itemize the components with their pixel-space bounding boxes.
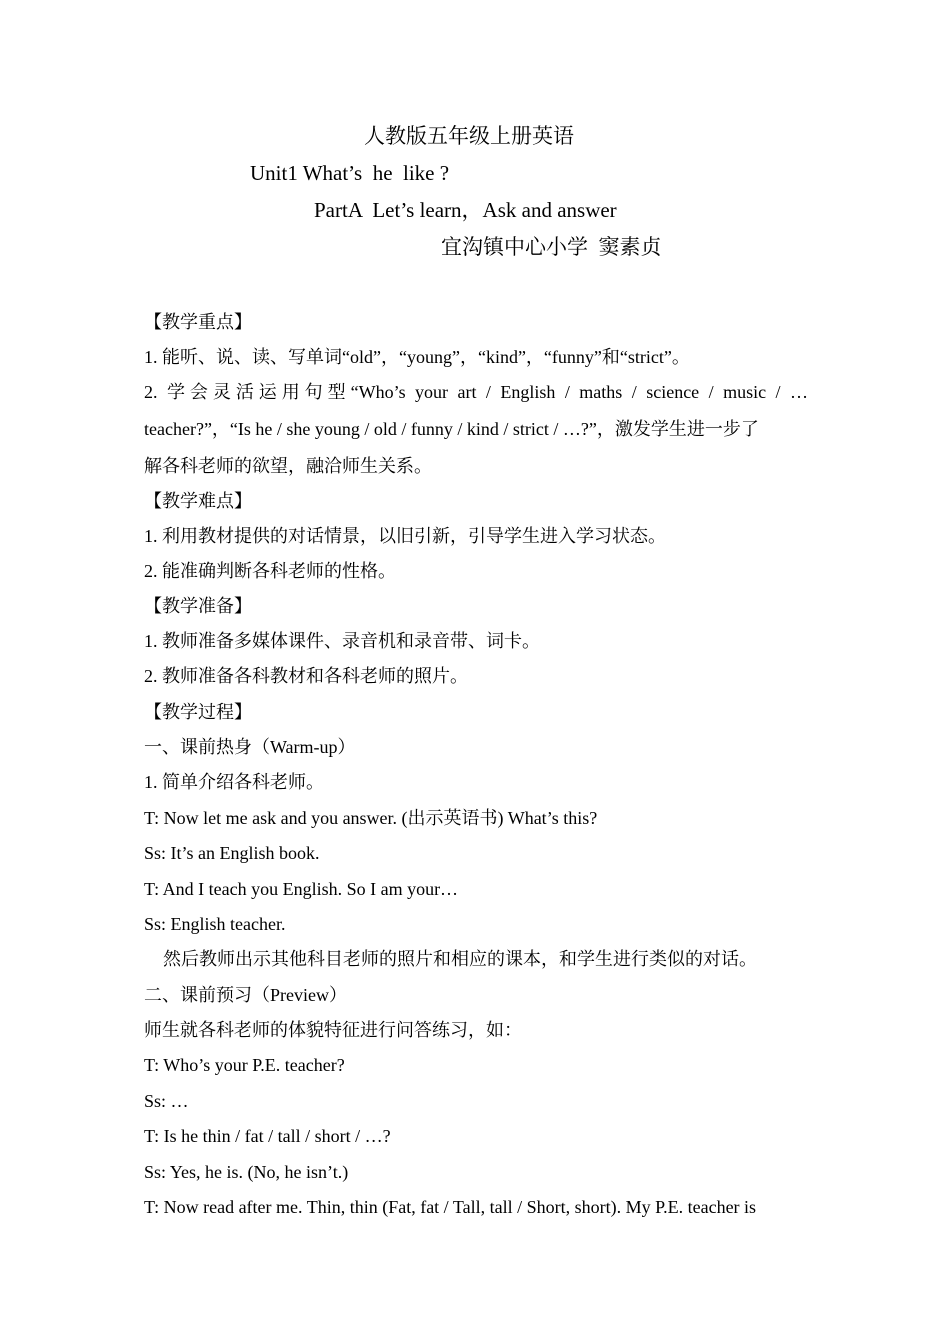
step1-item: 1. 简单介绍各科老师。 bbox=[144, 772, 324, 792]
unit-title: Unit1 What’s he like ? bbox=[250, 161, 450, 185]
dialogue-line-1: T: Now let me ask and you answer. (出示英语书) What’s this? bbox=[144, 808, 598, 828]
dialogue-line-4: Ss: English teacher. bbox=[144, 914, 286, 934]
dialogue-line-2: Ss: It’s an English book. bbox=[144, 843, 320, 863]
step2-intro: 师生就各科老师的体貌特征进行问答练习，如： bbox=[144, 1020, 522, 1040]
difficulty-heading: 【教学难点】 bbox=[144, 491, 252, 511]
focus-point-2-line-2: teacher?”，“Is he / she young / old / funny / kind / strict / …?”，激发学生进一步了 bbox=[144, 419, 759, 439]
dialogue-line-5: T: Who’s your P.E. teacher? bbox=[144, 1055, 345, 1075]
preparation-point-2: 2. 教师准备各科教材和各科老师的照片。 bbox=[144, 666, 468, 686]
focus-point-2-line-1: 2. 学会灵活运用句型“Who’s your art / English / maths / science / music / … bbox=[144, 382, 808, 402]
dialogue-line-8: Ss: Yes, he is. (No, he isn’t.) bbox=[144, 1162, 349, 1182]
dialogue-line-3: T: And I teach you English. So I am your… bbox=[144, 879, 459, 899]
preparation-heading: 【教学准备】 bbox=[144, 596, 252, 616]
focus-point-1: 1. 能听、说、读、写单词“old”，“young”，“kind”，“funny”和“strict”。 bbox=[144, 347, 690, 367]
part-title: PartA Let’s learn，Ask and answer bbox=[314, 198, 617, 222]
step1-title: 一、课前热身（Warm-up） bbox=[144, 737, 356, 757]
step2-title: 二、课前预习（Preview） bbox=[144, 985, 347, 1005]
document-title: 人教版五年级上册英语 bbox=[364, 124, 574, 148]
difficulty-point-2: 2. 能准确判断各科老师的性格。 bbox=[144, 561, 396, 581]
focus-heading: 【教学重点】 bbox=[144, 312, 252, 332]
author-line: 宜沟镇中心小学 窦素贞 bbox=[441, 235, 662, 259]
process-heading: 【教学过程】 bbox=[144, 702, 252, 722]
difficulty-point-1: 1. 利用教材提供的对话情景，以旧引新，引导学生进入学习状态。 bbox=[144, 526, 666, 546]
step1-note: 然后教师出示其他科目老师的照片和相应的课本，和学生进行类似的对话。 bbox=[163, 949, 757, 969]
dialogue-line-7: T: Is he thin / fat / tall / short / …? bbox=[144, 1126, 391, 1146]
dialogue-line-9: T: Now read after me. Thin, thin (Fat, fat / Tall, tall / Short, short). My P.E. teacher is bbox=[144, 1197, 757, 1217]
dialogue-line-6: Ss: … bbox=[144, 1091, 189, 1111]
focus-point-2-line-3: 解各科老师的欲望，融洽师生关系。 bbox=[144, 456, 432, 476]
preparation-point-1: 1. 教师准备多媒体课件、录音机和录音带、词卡。 bbox=[144, 631, 540, 651]
